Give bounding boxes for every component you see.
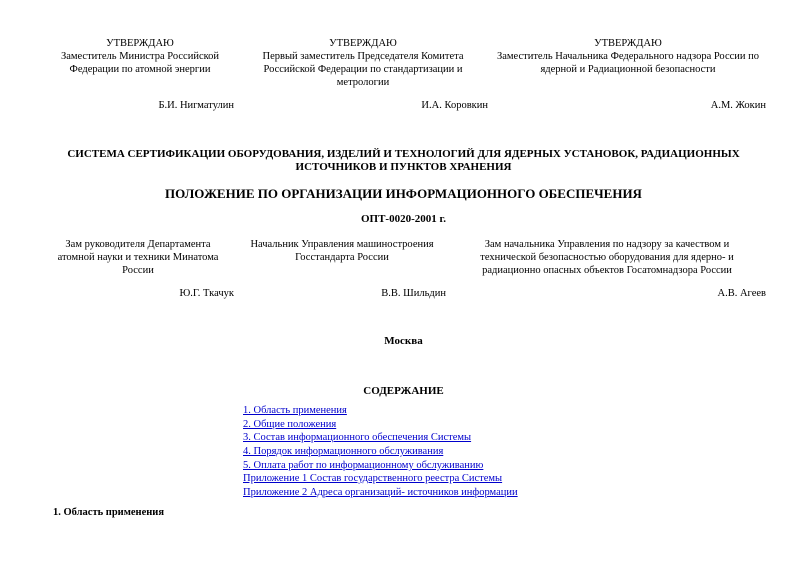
approval-position: Заместитель Начальника Федерального надзора России по ядерной и Радиационной безопасности	[496, 51, 759, 75]
approval-signatory: И.А. Коровкин	[421, 100, 488, 111]
section-heading: 1. Область применения	[53, 507, 165, 518]
agreement-position: Зам руководителя Департамента атомной науки и техники Минатома России	[57, 239, 219, 276]
toc-link-appendix-2[interactable]: Приложение 2 Адреса организаций- источников информации	[243, 487, 518, 499]
approval-position: Заместитель Министра Российской Федерации по атомной энергии	[60, 51, 220, 75]
document-code: ОПТ-0020-2001 г.	[360, 213, 447, 225]
toc-item	[243, 404, 518, 418]
toc-link-general[interactable]: 2. Общие положения	[243, 418, 337, 430]
agreement-signatory: В.В. Шильдин	[381, 288, 446, 299]
toc-link-appendix-1[interactable]: Приложение 1 Состав государственного реестра Системы	[243, 473, 503, 485]
toc-title: СОДЕРЖАНИЕ	[363, 385, 444, 397]
agreement-signatory: Ю.Г. Ткачук	[179, 288, 234, 299]
toc-link-composition[interactable]: 3. Состав информационного обеспечения Системы	[243, 432, 472, 444]
toc-link-procedure[interactable]: 4. Порядок информационного обслуживания	[243, 446, 444, 458]
toc-item	[243, 486, 518, 500]
approval-signatory: Б.И. Нигматулин	[158, 100, 234, 111]
toc-item	[243, 472, 518, 486]
agreement-block-minatom	[48, 238, 228, 277]
agreement-block-gosatomnadzor	[470, 238, 744, 277]
toc-item	[243, 459, 518, 473]
toc-list	[243, 404, 518, 500]
approval-heading: УТВЕРЖДАЮ	[329, 38, 397, 49]
approval-heading: УТВЕРЖДАЮ	[594, 38, 662, 49]
toc-item	[243, 418, 518, 432]
system-title: СИСТЕМА СЕРТИФИКАЦИИ ОБОРУДОВАНИЯ, ИЗДЕЛИЙ И ТЕХНОЛОГИЙ ДЛЯ ЯДЕРНЫХ УСТАНОВОК, РАДИАЦИОННЫХ ИСТОЧНИКОВ И ПУНКТОВ ХРАНЕНИЯ	[67, 148, 740, 173]
agreement-block-gosstandart	[240, 238, 444, 264]
approval-heading: УТВЕРЖДАЮ	[106, 38, 174, 49]
toc-item	[243, 431, 518, 445]
toc-link-scope[interactable]: 1. Область применения	[243, 405, 347, 416]
approval-signatory: А.М. Жокин	[710, 100, 766, 111]
approval-position: Первый заместитель Председателя Комитета Российской Федерации по стандартизации и метрологии	[262, 51, 464, 88]
toc-link-payment[interactable]: 5. Оплата работ по информационному обслуживанию	[243, 459, 484, 471]
agreement-signatory: А.В. Агеев	[717, 288, 766, 299]
approval-block-gosatomnadzor	[494, 37, 762, 76]
agreement-position: Начальник Управления машиностроения Госстандарта России	[250, 239, 434, 263]
approval-block-minatom	[50, 37, 230, 76]
agreement-position: Зам начальника Управления по надзору за качеством и технической безопасностью оборудования для ядерно- и радиационно опасных объектов Госатомнадзора России	[480, 239, 734, 276]
document-title: ПОЛОЖЕНИЕ ПО ОРГАНИЗАЦИИ ИНФОРМАЦИОННОГО ОБЕСПЕЧЕНИЯ	[165, 186, 642, 201]
toc-item	[243, 445, 518, 459]
approval-block-gosstandart	[252, 37, 474, 89]
city-label: Москва	[384, 335, 423, 347]
